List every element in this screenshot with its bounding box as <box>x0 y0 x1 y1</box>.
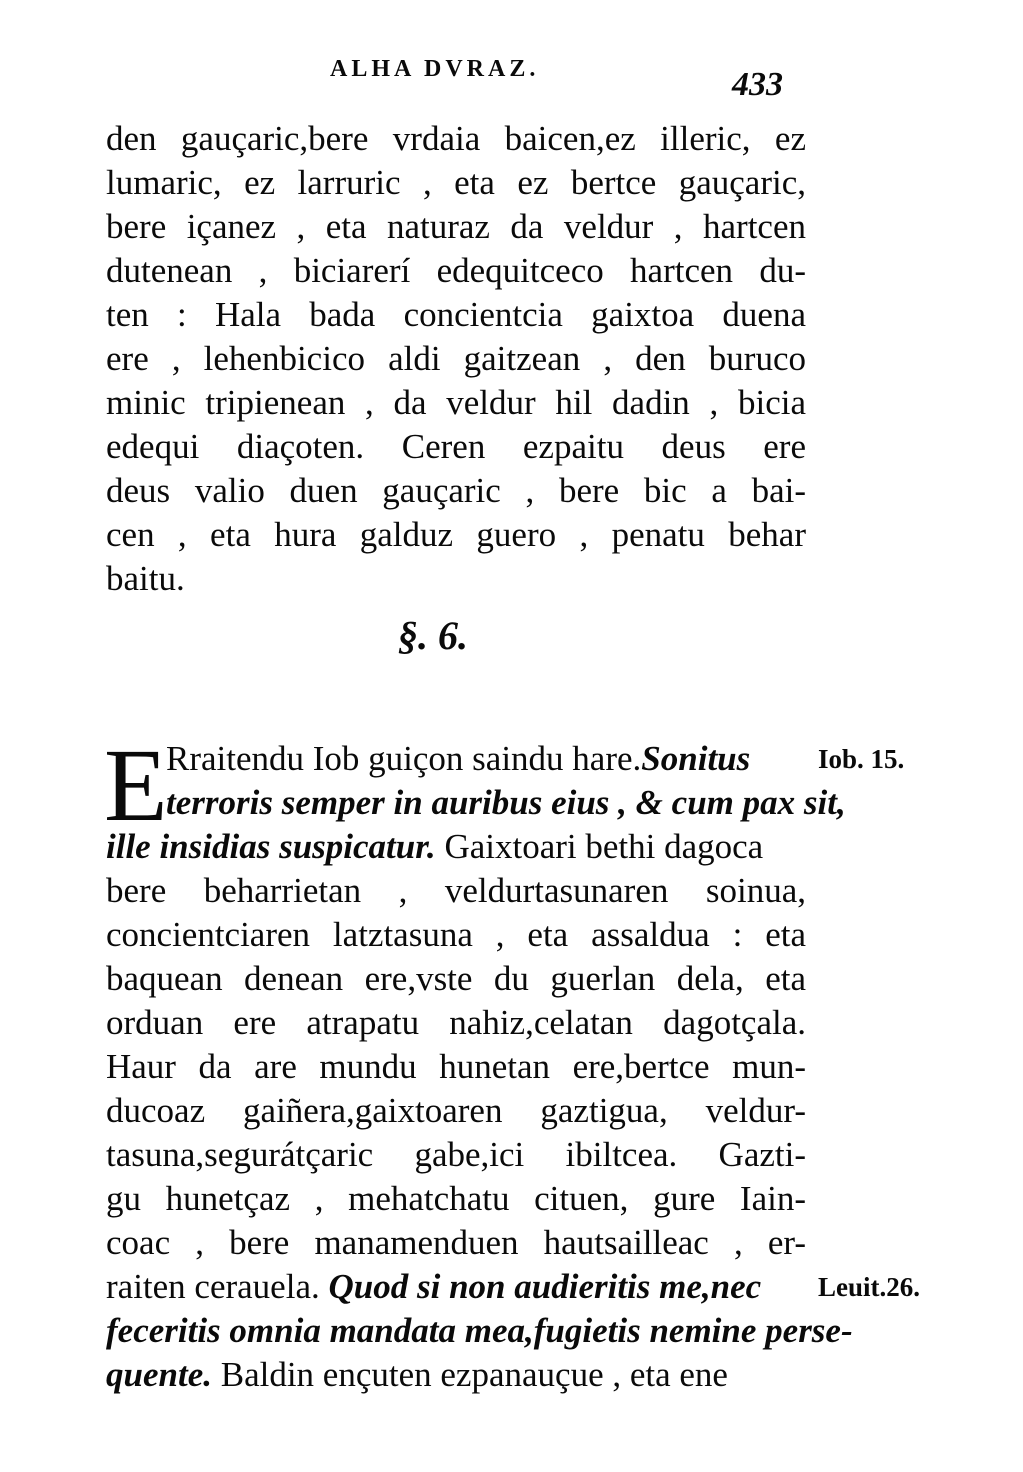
roman-text: Rraitendu Iob guiçon saindu hare. <box>166 739 642 778</box>
text-line: bere içanez , eta naturaz da veldur , hartcen <box>106 207 806 246</box>
text-line: Haur da are mundu hunetan ere,bertce mun- <box>106 1047 806 1086</box>
latin-quote: ille insidias suspicatur. <box>106 827 436 866</box>
latin-quote: terroris semper in auribus eius , & cum pax sit, <box>166 783 846 822</box>
text-line <box>106 1266 806 1308</box>
text-line: tasuna,segurátçaric gabe,ici ibiltcea. Gazti- <box>106 1135 806 1174</box>
margin-reference-leviticus: Leuit.26. <box>818 1272 921 1302</box>
text-line: ere , lehenbicico aldi gaitzean , den buruco <box>106 339 806 378</box>
page-number: 433 <box>732 66 783 103</box>
text-line: cen , eta hura galduz guero , penatu behar <box>106 515 806 554</box>
text-line: coac , bere manamenduen hautsailleac , er- <box>106 1223 806 1262</box>
drop-cap: E <box>104 728 168 843</box>
margin-reference-job: Iob. 15. <box>818 744 905 774</box>
running-head: ALHA DVRAZ. <box>330 56 540 82</box>
text-line <box>106 826 806 868</box>
text-line: ducoaz gaiñera,gaixtoaren gaztigua, veldur- <box>106 1091 806 1130</box>
latin-quote: Sonitus <box>641 739 751 778</box>
text-line <box>106 1310 853 1352</box>
text-line: dutenean , biciarerí edequitceco hartcen du- <box>106 251 806 290</box>
text-line: ten : Hala bada concientcia gaixtoa duena <box>106 295 806 334</box>
roman-text: Gaixtoari bethi dagoca <box>435 827 764 866</box>
text-line: baquean denean ere,vste du guerlan dela, eta <box>106 959 806 998</box>
text-line: lumaric, ez larruric , eta ez bertce gauçaric, <box>106 163 806 202</box>
latin-quote: feceritis omnia mandata mea,fugietis nemine perse- <box>106 1311 853 1350</box>
text-line: orduan ere atrapatu nahiz,celatan dagotçala. <box>106 1003 806 1042</box>
text-line: concientciaren latztasuna , eta assaldua : eta <box>106 915 806 954</box>
section-number: §. 6. <box>398 613 468 658</box>
text-line: minic tripienean , da veldur hil dadin , bicia <box>106 383 806 422</box>
roman-text: raiten cerauela. <box>106 1267 329 1306</box>
text-line: deus valio duen gauçaric , bere bic a bai- <box>106 471 806 510</box>
latin-quote: quente. <box>106 1355 212 1394</box>
text-line: edequi diaçoten. Ceren ezpaitu deus ere <box>106 427 806 466</box>
latin-quote: Quod si non audieritis me,nec <box>328 1267 762 1306</box>
text-line <box>166 782 846 824</box>
text-line <box>106 1354 806 1396</box>
roman-text: Baldin ençuten ezpanauçue , eta ene <box>211 1355 728 1394</box>
text-line: den gauçaric,bere vrdaia baicen,ez illeric, ez <box>106 119 806 158</box>
text-line: gu hunetçaz , mehatchatu cituen, gure Iain- <box>106 1179 806 1218</box>
text-line: baitu. <box>106 559 185 598</box>
text-line <box>166 738 806 780</box>
text-line: bere beharrietan , veldurtasunaren soinua, <box>106 871 806 910</box>
